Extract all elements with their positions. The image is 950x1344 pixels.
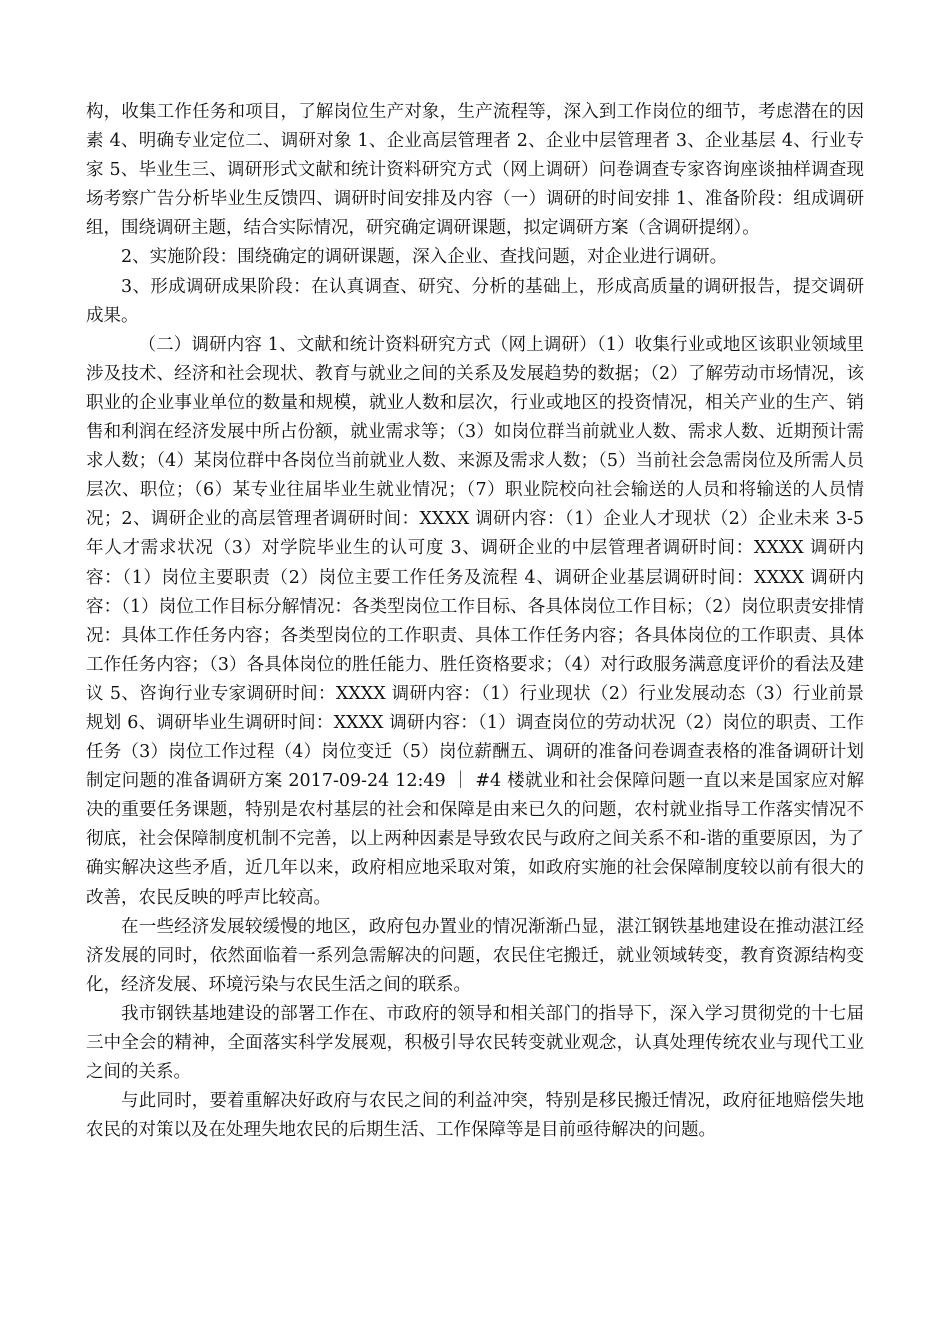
document-body (86, 98, 864, 1145)
paragraph-results-stage: 3、形成调研成果阶段：在认真调查、研究、分析的基础上，形成高质量的调研报告，提交调研成果。 (86, 276, 864, 326)
paragraph-interest-conflict: 与此同时，要着重解决好政府与农民之间的利益冲突，特别是移民搬迁情况，政府征地赔偿失地农民的对策以及在处理失地农民的后期生活、工作保障等是目前亟待解决的问题。 (86, 1091, 864, 1141)
paragraph-research-content: （二）调研内容 1、文献和统计资料研究方式（网上调研）（1）收集行业或地区该职业领域里涉及技术、经济和社会现状、教育与就业之间的关系及发展趋势的数据；（2）了解劳动市场情况，该职业的企业事业单位的数量和规模，就业人数和层次，行业或地区的投资情况，相关产业的生产、销售和利润在经济发展中所占份额，就业需求等；（3）如岗位群当前就业人数、需求人数、近期预计需求人数；（4）某岗位群中各岗位当前就业人数、来源及需求人数；（5）当前社会急需岗位及所需人员层次、职位；（6）某专业往届毕业生就业情况；（7）职业院校向社会输送的人员和将输送的人员情况；2、调研企业的高层管理者调研时间：XXXX 调研内容：（1）企业人才现状（2）企业未来 3-5 年人才需求状况（3）对学院毕业生的认可度 3、调研企业的中层管理者调研时间：XXXX 调研内容：（1）岗位主要职责（2）岗位主要工作任务及流程 4、调研企业基层调研时间：XXXX 调研内容：（1）岗位工作目标分解情况：各类型岗位工作目标、各具体岗位工作目标；（2）岗位职责安排情况：具体工作任务内容；各类型岗位的工作职责、具体工作任务内容；各具体岗位的工作职责、具体工作任务内容；（3）各具体岗位的胜任能力、胜任资格要求；（4）对行政服务满意度评价的看法及建议 5、咨询行业专家调研时间：XXXX 调研内容：（1）行业现状（2）行业发展动态（3）行业前景规划 6、调研毕业生调研时间：XXXX 调研内容：（1）调查岗位的劳动状况（2）岗位的职责、工作任务（3）岗位工作过程（4）岗位变迁（5）岗位薪酬五、调研的准备问卷调查表格的准备调研计划制定问题的准备调研方案 2017-09-24 12:49 ｜ #4 楼就业和社会保障问题一直以来是国家应对解决的重要任务课题，特别是农村基层的社会和保障是由来已久的问题，农村就业指导工作落实情况不彻底，社会保障制度机制不完善，以上两种因素是导致农民与政府之间关系不和-谐的重要原因，为了确实解决这些矛盾，近几年以来，政府相应地采取对策，如政府实施的社会保障制度较以前有很大的改善，农民反映的呼声比较高。 (86, 334, 864, 908)
paragraph-research-subjects: 构，收集工作任务和项目，了解岗位生产对象，生产流程等，深入到工作岗位的细节，考虑潜在的因素 4、明确专业定位二、调研对象 1、企业高层管理者 2、企业中层管理者 3、企业基层 4、行业专家 5、毕业生三、调研形式文献和统计资料研究方式（网上调研）问卷调查专家咨询座谈抽样调查现场考察广告分析毕业生反馈四、调研时间安排及内容（一）调研的时间安排 1、准备阶段：组成调研组，围绕调研主题，结合实际情况，研究确定调研课题，拟定调研方案（含调研提纲）。 (86, 102, 864, 239)
paragraph-implementation-stage: 2、实施阶段：围绕确定的调研课题，深入企业、查找问题，对企业进行调研。 (121, 247, 728, 268)
paragraph-economic-development: 在一些经济发展较缓慢的地区，政府包办置业的情况渐渐凸显，湛江钢铁基地建设在推动湛江经济发展的同时，依然面临着一系列急需解决的问题，农民住宅搬迁，就业领域转变，教育资源结构变化，经济发展、环境污染与农民生活之间的联系。 (86, 916, 864, 995)
paragraph-steel-base-deployment: 我市钢铁基地建设的部署工作在、市政府的领导和相关部门的指导下，深入学习贯彻党的十七届三中全会的精神，全面落实科学发展观，积极引导农民转变就业观念，认真处理传统农业与现代工业之间的关系。 (86, 1003, 864, 1083)
